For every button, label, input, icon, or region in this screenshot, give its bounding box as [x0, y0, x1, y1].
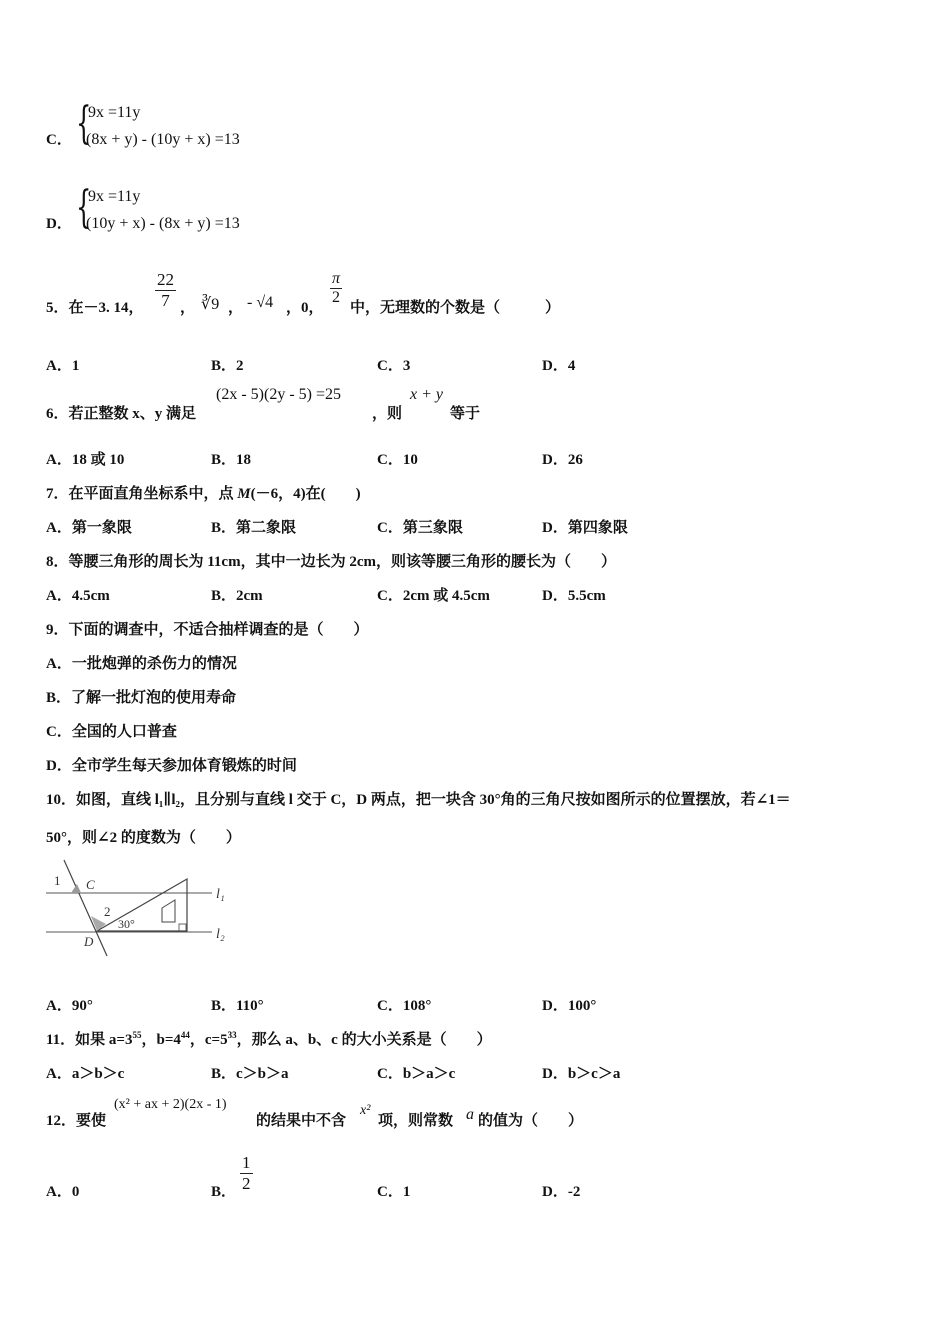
q12-var: a — [466, 1106, 474, 1123]
q10-figure-right-angle — [179, 924, 186, 931]
q5-frac2-den: 2 — [332, 289, 340, 306]
q11-option-a: A．a＞b＞c — [46, 1066, 125, 1082]
q9-option-d: D．全市学生每天参加体育锻炼的时间 — [46, 758, 297, 774]
q5-fraction-22-7 — [155, 270, 176, 311]
q9-option-c: C．全国的人口普查 — [46, 724, 177, 740]
q10-figure-label-30: 30° — [118, 917, 135, 931]
q7-option-c: C．第三象限 — [377, 520, 463, 536]
q11-option-b: B．c＞b＞a — [211, 1066, 289, 1082]
q12-option-a: A．0 — [46, 1184, 80, 1200]
q5-sep1: ， — [180, 300, 196, 316]
q12-option-b-den: 2 — [242, 1174, 251, 1193]
q4-option-d-eq2: (10y + x) - (8x + y) =13 — [86, 215, 240, 232]
q5-option-b: B．2 — [211, 358, 244, 374]
q8-option-c: C．2cm 或 4.5cm — [377, 588, 490, 604]
q12-prefix: 12．要使 — [46, 1113, 107, 1129]
q7-question: 7．在平面直角坐标系中，点 M(－6，4)在( ) — [46, 486, 361, 502]
q4-option-c-brace: { — [76, 98, 92, 149]
q7-option-d: D．第四象限 — [542, 520, 628, 536]
q7-option-a: A．第一象限 — [46, 520, 132, 536]
q4-option-d-label: D． — [46, 216, 72, 232]
q8-option-b: B．2cm — [211, 588, 263, 604]
q12-option-b-fraction — [240, 1153, 253, 1194]
q5-cube-root: ∛9 — [201, 296, 220, 313]
q4-option-c-eq1: 9x =11y — [88, 104, 141, 121]
q6-option-a: A．18 或 10 — [46, 452, 125, 468]
q10-option-b: B．110° — [211, 998, 264, 1014]
q6-option-d: D．26 — [542, 452, 583, 468]
q6-suffix: 等于 — [450, 406, 481, 422]
q5-sep2: ， — [228, 300, 244, 316]
q8-option-a: A．4.5cm — [46, 588, 110, 604]
q10-option-a: A．90° — [46, 998, 93, 1014]
q10-option-c: C．108° — [377, 998, 432, 1014]
q12-expression: (x² + ax + 2)(2x - 1) — [114, 1097, 227, 1112]
q12-mid2: 项，则常数 — [378, 1113, 454, 1129]
q5-prefix: 5．在－3. 14， — [46, 300, 144, 316]
q12-mid: 的结果中不含 — [256, 1113, 347, 1129]
q5-frac1-den: 7 — [161, 291, 170, 310]
q5-frac1-num: 22 — [157, 270, 174, 289]
q5-option-c: C．3 — [377, 358, 411, 374]
q10-figure-label-l2: l₂ — [216, 927, 225, 942]
q12-term: x² — [360, 1103, 371, 1118]
q10-question-line2: 50°，则∠2 的度数为（ ） — [46, 830, 241, 846]
q11-question: 11．如果 $a=3^{55}$，$b=4^{44}$，$c=5^{33}$，那么 a、b、c 的大小关系是（ ） — [46, 1030, 492, 1048]
q9-question: 9．下面的调查中，不适合抽样调查的是（ ） — [46, 622, 369, 638]
q9-option-b: B．了解一批灯泡的使用寿命 — [46, 690, 237, 706]
q5-suffix: 中，无理数的个数是（ ） — [350, 300, 561, 316]
q6-prefix: 6．若正整数 x、y 满足 — [46, 406, 197, 422]
q12-option-d: D．-2 — [542, 1184, 581, 1200]
q4-option-d-brace: { — [76, 182, 92, 233]
q8-option-d: D．5.5cm — [542, 588, 606, 604]
q10-figure-triangle — [97, 879, 187, 931]
q10-figure-label-c: C — [86, 877, 95, 892]
q10-figure-label-1: 1 — [54, 873, 61, 888]
q4-option-c-eq2: (8x + y) - (10y + x) =13 — [86, 131, 240, 148]
q11-option-c: C．b＞a＞c — [377, 1066, 456, 1082]
q8-question: 8．等腰三角形的周长为 11cm，其中一边长为 2cm，则该等腰三角形的腰长为（ ） — [46, 554, 616, 570]
q7-option-b: B．第二象限 — [211, 520, 297, 536]
q12-option-b-num: 1 — [242, 1153, 251, 1172]
q5-option-d: D．4 — [542, 358, 576, 374]
q6-mid: ，则 — [372, 406, 403, 422]
q5-frac2-num: π — [332, 270, 341, 287]
q10-question-line1: 10．如图，直线 l₁∥l₂，且分别与直线 l 交于 C，D 两点，把一块含 30°角的三角尺按如图所示的位置摆放，若∠1＝ — [46, 792, 791, 808]
q5-sep3: ，0， — [286, 300, 324, 316]
q6-expression: x + y — [410, 386, 443, 403]
q12-suffix: 的值为（ ） — [478, 1113, 584, 1129]
q4-option-c-label: C． — [46, 132, 72, 148]
q10-option-d: D．100° — [542, 998, 597, 1014]
q5-fraction-pi-2 — [330, 270, 342, 307]
q10-figure-label-2: 2 — [104, 904, 111, 919]
q11-option-d: D．b＞c＞a — [542, 1066, 621, 1082]
q5-option-a: A．1 — [46, 358, 80, 374]
q6-equation: (2x - 5)(2y - 5) =25 — [216, 386, 341, 403]
q10-figure-inner — [162, 900, 175, 922]
q9-option-a: A．一批炮弹的杀伤力的情况 — [46, 656, 237, 672]
q5-neg-sqrt: - √4 — [247, 294, 274, 311]
q10-figure-label-d: D — [84, 934, 94, 949]
q10-figure — [44, 856, 239, 961]
q12-option-b-label: B． — [211, 1184, 237, 1200]
q10-figure-label-l1: l₁ — [216, 887, 225, 902]
q12-option-c: C．1 — [377, 1184, 411, 1200]
q4-option-d-eq1: 9x =11y — [88, 188, 141, 205]
q6-option-c: C．10 — [377, 452, 418, 468]
q6-option-b: B．18 — [211, 452, 252, 468]
